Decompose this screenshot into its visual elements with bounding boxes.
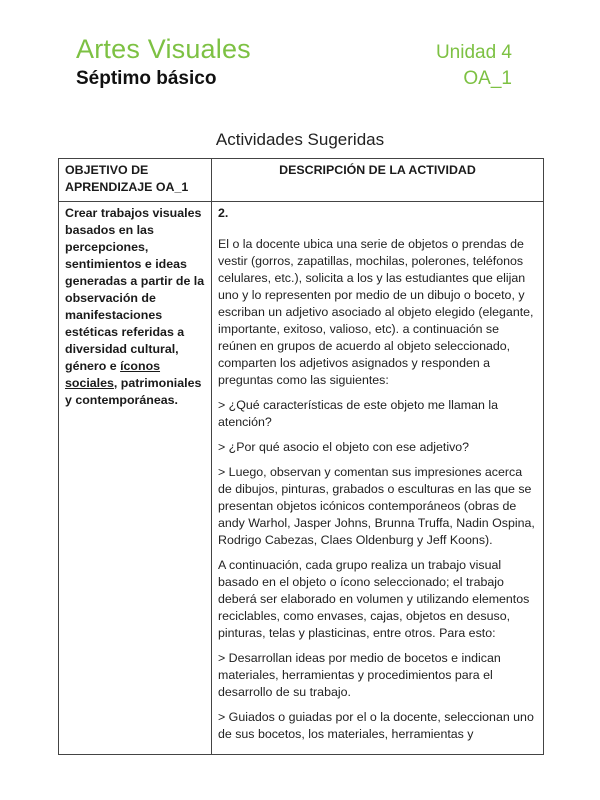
oa-label: OA_1 [463,68,512,89]
objective-header: OBJETIVO DE APRENDIZAJE OA_1 [59,159,212,202]
unit-label: Unidad 4 [435,42,512,63]
header-top-row [76,34,512,65]
header-bottom-row [76,68,512,90]
objective-cell [59,202,212,755]
objective-text-part2: , patrimoniales y contemporáneas. [65,376,202,407]
objective-text-part1: Crear trabajos visuales basados en las percepciones, sentimientos e ideas generadas a partir de la observación de manifestaciones estéticas referidas a diversidad cultural, género e [65,206,205,373]
activity-paragraph: > Desarrollan ideas por medio de bocetos e indican materiales, herramientas y procedimientos para el desarrollo de su trabajo. [218,651,501,699]
activities-table [58,158,544,755]
section-title: Actividades Sugeridas [215,130,385,149]
activity-paragraph: > Guiados o guiadas por el o la docente, seleccionan uno de sus bocetos, los materiales, herramientas y [218,710,534,741]
objective-text [65,205,205,409]
description-header: DESCRIPCIÓN DE LA ACTIVIDAD [212,159,544,202]
table-header-row [59,159,544,202]
activity-paragraph: > ¿Por qué asocio el objeto con ese adjetivo? [218,440,470,454]
subject-title: Artes Visuales [76,34,251,64]
activity-paragraph: A continuación, cada grupo realiza un trabajo visual basado en el objeto o ícono seleccionado; el trabajo deberá ser elaborado en volumen y utilizando elementos reciclables, como envases, cajas, objetos en desuso, pinturas, telas y plasticinas, entre otros. Para esto: [218,558,530,640]
activity-paragraph: > ¿Qué características de este objeto me llaman la atención? [218,398,498,429]
table-row [59,202,544,755]
grade-label: Séptimo básico [76,68,217,89]
activity-paragraph: El o la docente ubica una serie de objetos o prendas de vestir (gorros, zapatillas, mochilas, polerones, teléfonos celulares, etc.), solicita a los y las estudiantes que elijan uno y lo representen por medio de un dibujo o boceto, y escriban un adjetivo asociado al objeto elegido (elegante, importante, exitoso, valioso, etc). a continuación se reúnen en grupos de acuerdo al objeto seleccionado, comparten los adjetivos asignados y responden a preguntas como las siguientes: [218,237,534,387]
activity-number: 2. [218,206,229,220]
description-cell [212,202,544,755]
activity-paragraph: > Luego, observan y comentan sus impresiones acerca de dibujos, pinturas, grabados o esculturas en las que se presentan objetos icónicos contemporáneos (obras de andy Warhol, Jasper Johns, Brunna Truffa, Nadin Ospina, Rodrigo Cabezas, Claes Oldenburg y Jeff Koons). [218,465,535,547]
objective-text-underlined: íconos sociales [65,359,161,390]
